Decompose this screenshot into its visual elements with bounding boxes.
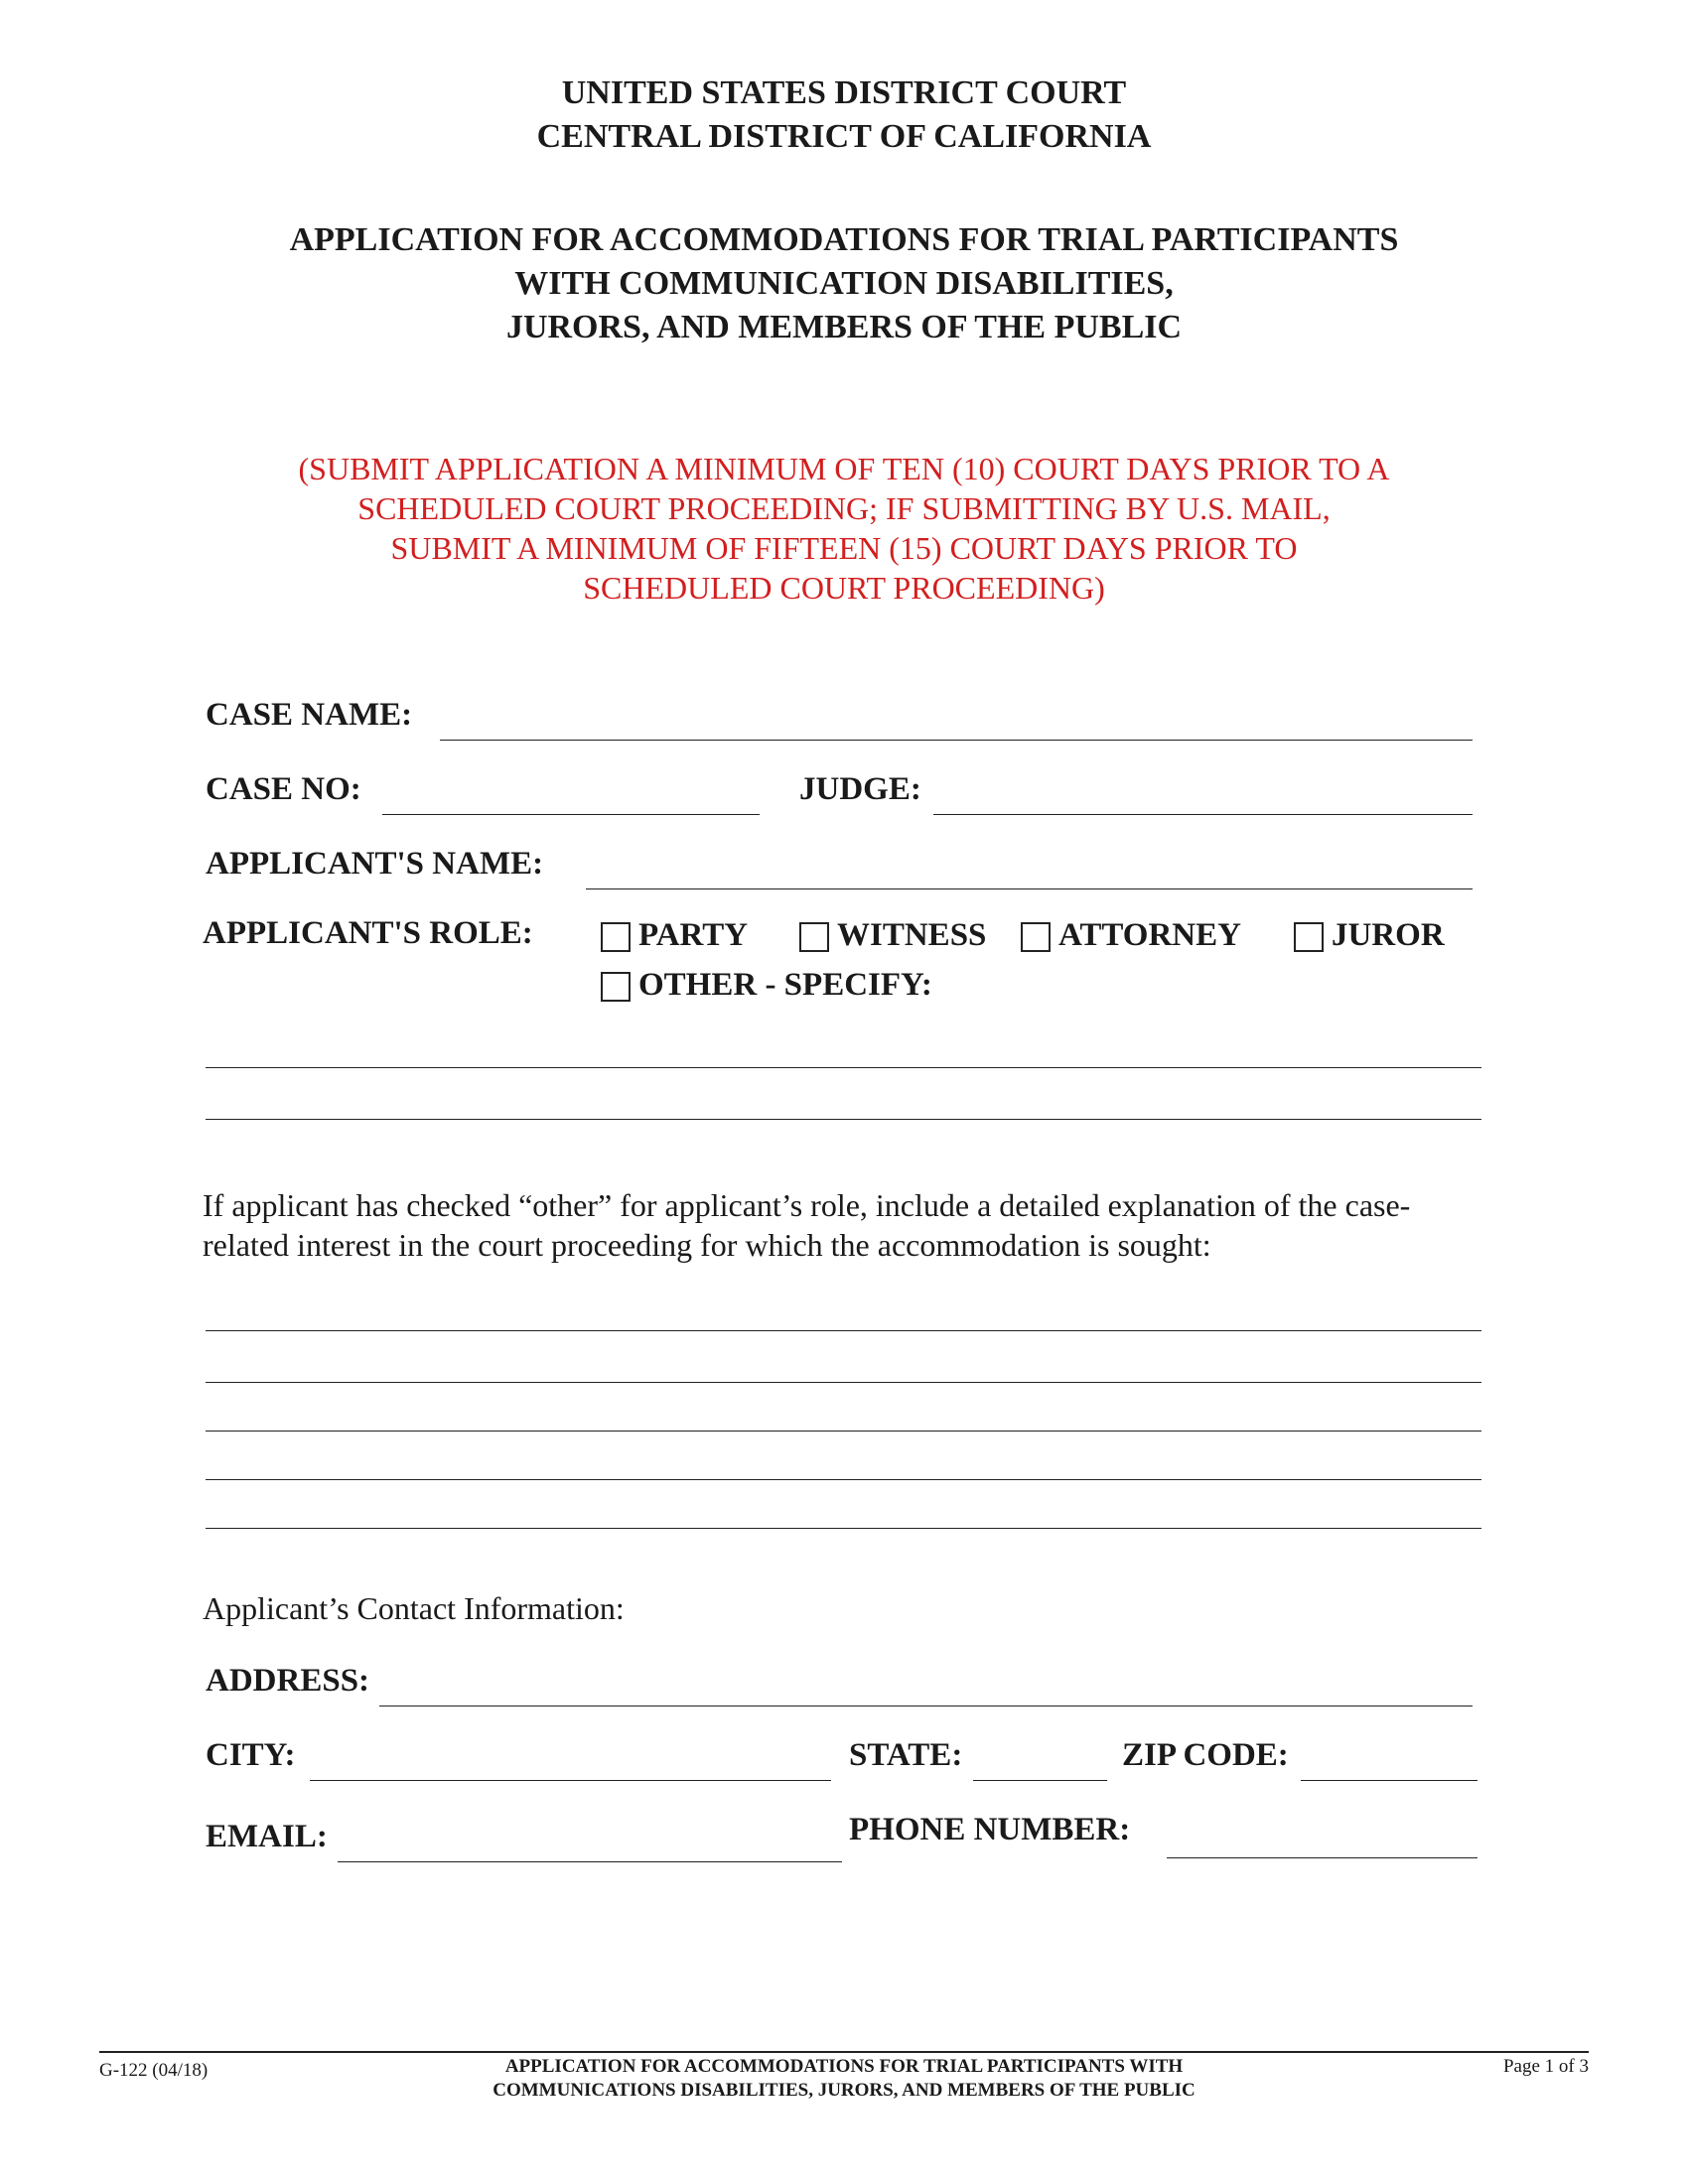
other-specify-line[interactable]: [206, 1119, 1481, 1120]
email-label: EMAIL:: [206, 1819, 328, 1854]
phone-number-label: PHONE NUMBER:: [849, 1812, 1131, 1847]
court-heading: [0, 71, 1688, 159]
case-name-input[interactable]: [440, 699, 1473, 739]
form-id: G-122 (04/18): [99, 2060, 209, 2081]
juror-option-label: JUROR: [1332, 917, 1445, 953]
address-input[interactable]: [379, 1665, 1473, 1705]
form-title: [0, 218, 1688, 349]
phone-number-input[interactable]: [1167, 1817, 1477, 1856]
form-title-line: JURORS, AND MEMBERS OF THE PUBLIC: [505, 309, 1183, 345]
footer-title-line: COMMUNICATIONS DISABILITIES, JURORS, AND MEMBERS OF THE PUBLIC: [492, 2080, 1196, 2101]
explanation-text-line: related interest in the court proceeding for which the accommodation is sought:: [203, 1227, 1211, 1263]
state-line: [973, 1780, 1107, 1781]
applicant-role-label: APPLICANT'S ROLE:: [203, 915, 533, 951]
footer-rule: [99, 2051, 1589, 2053]
footer-title-line: APPLICATION FOR ACCOMMODATIONS FOR TRIAL PARTICIPANTS WITH: [504, 2056, 1184, 2077]
applicant-name-line: [586, 888, 1473, 889]
case-no-line: [382, 814, 760, 815]
explanation-line[interactable]: [206, 1528, 1481, 1529]
case-name-label: CASE NAME:: [206, 697, 413, 733]
juror-checkbox[interactable]: [1294, 922, 1324, 952]
city-input[interactable]: [310, 1739, 831, 1779]
judge-input[interactable]: [933, 773, 1473, 813]
form-title-line: APPLICATION FOR ACCOMMODATIONS FOR TRIAL PARTICIPANTS: [289, 221, 1399, 258]
other-option-label: OTHER - SPECIFY:: [638, 967, 932, 1003]
contact-heading: Applicant’s Contact Information:: [203, 1590, 625, 1626]
notice-line: SCHEDULED COURT PROCEEDING; IF SUBMITTING BY U.S. MAIL,: [357, 490, 1331, 526]
state-label: STATE:: [849, 1737, 963, 1773]
zip-code-label: ZIP CODE:: [1122, 1737, 1289, 1773]
judge-line: [933, 814, 1473, 815]
case-no-label: CASE NO:: [206, 771, 361, 807]
address-label: ADDRESS:: [206, 1663, 370, 1699]
submission-notice: [0, 449, 1688, 608]
zip-code-line: [1301, 1780, 1477, 1781]
explanation-line[interactable]: [206, 1382, 1481, 1383]
notice-line: (SUBMIT APPLICATION A MINIMUM OF TEN (10) COURT DAYS PRIOR TO A: [298, 451, 1390, 486]
applicant-name-label: APPLICANT'S NAME:: [206, 846, 544, 882]
judge-label: JUDGE:: [799, 771, 921, 807]
zip-code-input[interactable]: [1301, 1739, 1477, 1779]
notice-line: SUBMIT A MINIMUM OF FIFTEEN (15) COURT DAYS PRIOR TO: [390, 530, 1298, 566]
other-checkbox[interactable]: [601, 972, 631, 1002]
state-input[interactable]: [973, 1739, 1107, 1779]
notice-line: SCHEDULED COURT PROCEEDING): [583, 570, 1105, 606]
party-option-label: PARTY: [638, 917, 749, 953]
form-title-line: WITH COMMUNICATION DISABILITIES,: [514, 265, 1174, 302]
city-line: [310, 1780, 831, 1781]
explanation-line[interactable]: [206, 1431, 1481, 1432]
explanation-text-line: If applicant has checked “other” for applicant’s role, include a detailed explanation of the case-: [203, 1187, 1411, 1223]
attorney-option-label: ATTORNEY: [1058, 917, 1241, 953]
attorney-checkbox[interactable]: [1021, 922, 1051, 952]
other-specify-line[interactable]: [206, 1067, 1481, 1068]
city-label: CITY:: [206, 1737, 296, 1773]
court-name: UNITED STATES DISTRICT COURT: [561, 74, 1127, 111]
witness-option-label: WITNESS: [837, 917, 987, 953]
party-checkbox[interactable]: [601, 922, 631, 952]
explanation-line[interactable]: [206, 1479, 1481, 1480]
case-no-input[interactable]: [382, 773, 760, 813]
explanation-instructions: [203, 1185, 1410, 1265]
witness-checkbox[interactable]: [799, 922, 829, 952]
phone-number-line: [1167, 1857, 1477, 1858]
explanation-line[interactable]: [206, 1330, 1481, 1331]
case-name-line: [440, 740, 1473, 741]
page-number: Page 1 of 3: [1502, 2056, 1589, 2077]
applicant-name-input[interactable]: [586, 848, 1473, 887]
footer-title: [0, 2055, 1688, 2103]
email-line: [338, 1861, 842, 1862]
court-district: CENTRAL DISTRICT OF CALIFORNIA: [536, 118, 1152, 155]
email-input[interactable]: [338, 1821, 842, 1860]
